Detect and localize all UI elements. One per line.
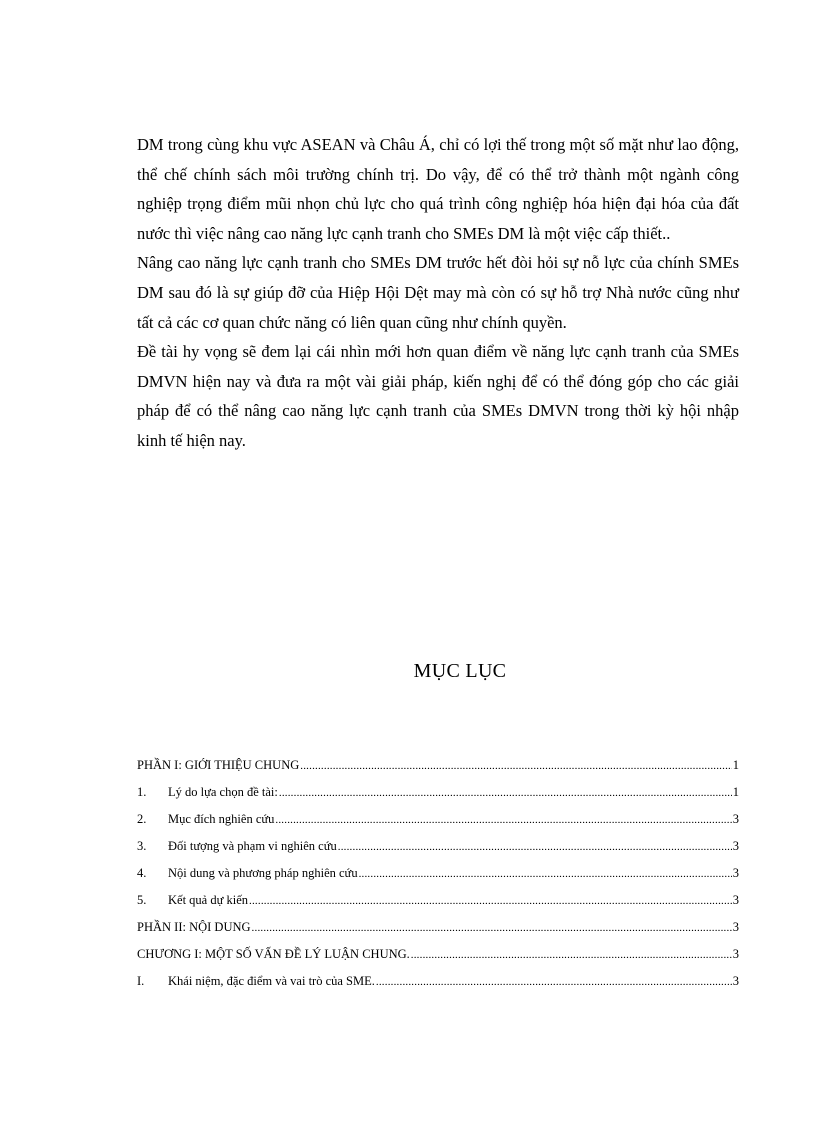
toc-entry-label: Nội dung và phương pháp nghiên cứu (168, 866, 358, 880)
toc-entry-number: 1. (137, 785, 147, 799)
toc-entry-number: I. (137, 974, 145, 988)
paragraph-2: Nâng cao năng lực cạnh tranh cho SMEs DM trước hết đòi hỏi sự nỗ lực của chính SMEs DM sau đó là sự giúp đỡ của Hiệp Hội Dệt may mà còn có sự hỗ trợ Nhà nước cũng như tất cả các cơ quan chức năng có liên quan cũng như chính quyền. (137, 253, 739, 332)
toc-entry[interactable] (137, 887, 739, 914)
toc-entry-number: 4. (137, 866, 147, 880)
toc-entry-label: Đối tượng và phạm vi nghiên cứu (168, 839, 337, 853)
toc-entry[interactable] (137, 968, 739, 995)
toc-entry-page: 3 (732, 812, 739, 826)
toc-leader-dots (338, 834, 732, 861)
toc-leader-dots (279, 780, 732, 807)
toc-leader-dots (411, 942, 732, 969)
toc-entry-label: Kết quả dự kiến (168, 893, 249, 907)
toc-entry-number: 3. (137, 839, 147, 853)
toc-entry[interactable] (137, 779, 739, 806)
toc-entry-label: PHẦN I: GIỚI THIỆU CHUNG (137, 758, 300, 772)
toc-entry-label: Mục đích nghiên cứu (168, 812, 275, 826)
toc-entry-label: CHƯƠNG I: MỘT SỐ VẤN ĐỀ LÝ LUẬN CHUNG. (137, 947, 410, 961)
toc-entry[interactable] (137, 752, 739, 779)
toc-entry[interactable] (137, 860, 739, 887)
toc-leader-dots (359, 861, 732, 888)
toc-entry-number: 2. (137, 812, 147, 826)
toc-leader-dots (376, 969, 732, 996)
toc-title: MỤC LỤC (413, 660, 507, 682)
toc-entry[interactable] (137, 941, 739, 968)
toc-leader-dots (249, 888, 732, 915)
toc-entry-number: 5. (137, 893, 147, 907)
toc-entry-page: 3 (732, 893, 739, 907)
toc-entry-page: 3 (732, 920, 739, 934)
toc-entry-label: PHẦN II: NỘI DUNG (137, 920, 251, 934)
table-of-contents (137, 752, 739, 995)
toc-entry[interactable] (137, 914, 739, 941)
paragraph-1: DM trong cùng khu vực ASEAN và Châu Á, chỉ có lợi thế trong một số mặt như lao động, thể chế chính sách môi trường chính trị. Do vậy, để có thể trở thành một ngành công nghiệp trọng điểm mũi nhọn chủ lực cho quá trình công nghiệp hóa hiện đại hóa của đất nước thì việc nâng cao năng lực cạnh tranh cho SMEs DM là một việc cấp thiết.. (137, 135, 739, 243)
toc-leader-dots (300, 753, 731, 780)
toc-entry-page: 3 (732, 947, 739, 961)
toc-entry-label: Khái niệm, đặc điểm và vai trò của SME. (168, 974, 375, 988)
toc-leader-dots (252, 915, 732, 942)
toc-entry-page: 1 (732, 785, 739, 799)
toc-leader-dots (275, 807, 731, 834)
toc-entry[interactable] (137, 806, 739, 833)
toc-entry-page: 3 (732, 866, 739, 880)
body-text (137, 130, 739, 456)
paragraph-3: Đề tài hy vọng sẽ đem lại cái nhìn mới hơn quan điểm về năng lực cạnh tranh của SMEs DMVN hiện nay và đưa ra một vài giải pháp, kiến nghị để có thể đóng góp cho các giải pháp để có thể nâng cao năng lực cạnh tranh của SMEs DMVN trong thời kỳ hội nhập kinh tế hiện nay. (137, 342, 739, 450)
toc-entry-label: Lý do lựa chọn đề tài: (168, 785, 278, 799)
toc-entry-page: 3 (732, 839, 739, 853)
toc-entry-page: 1 (732, 758, 739, 772)
toc-entry[interactable] (137, 833, 739, 860)
toc-entry-page: 3 (732, 974, 739, 988)
